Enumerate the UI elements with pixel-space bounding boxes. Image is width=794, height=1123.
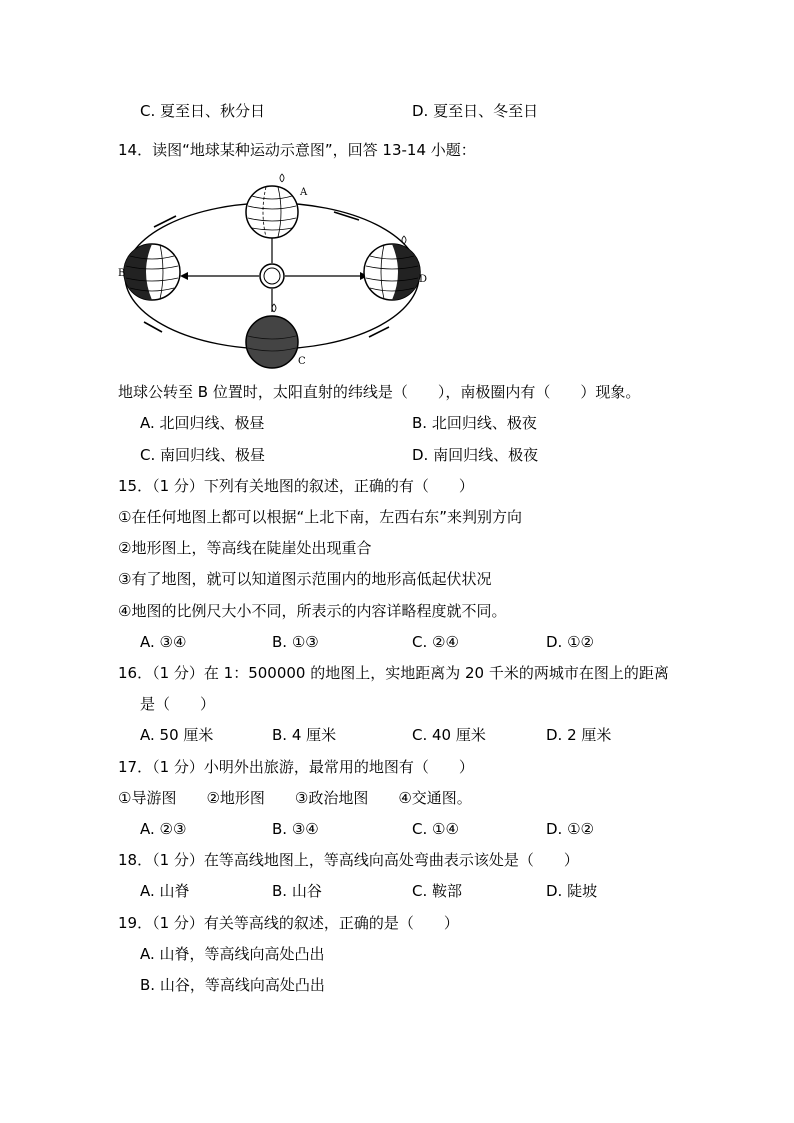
q18-option-a: A. 山脊 [140,882,190,900]
q19-stem: 19．（1 分）有关等高线的叙述，正确的是（ ） [118,914,459,932]
sun-to-b-arrowhead [180,272,188,280]
q16-option-d: D. 2 厘米 [546,726,612,744]
q14-question: 地球公转至 B 位置时，太阳直射的纬线是（ ），南极圈内有（ ）现象。 [118,383,641,401]
q15-option-a: A. ③④ [140,633,187,651]
q14-option-d: D. 南回归线、极夜 [412,446,539,464]
q18-option-b: B. 山谷 [272,882,322,900]
q16-option-b: B. 4 厘米 [272,726,337,744]
q17-option-d: D. ①② [546,820,594,838]
earth-d-label: D [419,274,428,285]
q16-stem-cont: 是（ ） [140,695,216,713]
q17-option-a: A. ②③ [140,820,187,838]
q18-stem: 18．（1 分）在等高线地图上，等高线向高处弯曲表示该处是（ ） [118,851,579,869]
earth-revolution-diagram [114,172,434,372]
q17-items: ①导游图 ②地形图 ③政治地图 ④交通图。 [118,789,472,807]
q15-option-d: D. ①② [546,633,594,651]
q15-statement-3: ③有了地图，就可以知道图示范围内的地形高低起伏状况 [118,570,492,588]
q17-stem: 17．（1 分）小明外出旅游，最常用的地图有（ ） [118,758,474,776]
earth-a-globe [246,174,298,238]
q15-stem: 15．（1 分）下列有关地图的叙述，正确的有（ ） [118,477,474,495]
earth-b-label: B [118,268,126,279]
q15-option-c: C. ②④ [412,633,459,651]
q14-option-a: A. 北回归线、极昼 [140,414,265,432]
q14-option-c: C. 南回归线、极昼 [140,446,266,464]
q18-option-c: C. 鞍部 [412,882,463,900]
q15-option-b: B. ①③ [272,633,319,651]
q14-stem: 14．读图“地球某种运动示意图”，回答 13-14 小题： [118,141,476,159]
earth-c-label: C [298,356,306,367]
sun-icon [260,264,284,288]
earth-c-globe [246,304,298,368]
earth-b-globe [124,244,180,300]
q19-option-a: A. 山脊，等高线向高处凸出 [140,945,325,963]
q19-option-b: B. 山谷，等高线向高处凸出 [140,976,325,994]
q16-stem: 16．（1 分）在 1：500000 的地图上，实地距离为 20 千米的两城市在图上的距离 [118,664,669,682]
q17-option-c: C. ①④ [412,820,459,838]
q16-option-c: C. 40 厘米 [412,726,486,744]
q17-option-b: B. ③④ [272,820,319,838]
q14-option-b: B. 北回归线、极夜 [412,414,537,432]
q13-option-d: D. 夏至日、冬至日 [412,102,539,120]
q15-statement-2: ②地形图上，等高线在陡崖处出现重合 [118,539,372,557]
q15-statement-4: ④地图的比例尺大小不同，所表示的内容详略程度就不同。 [118,602,507,620]
q18-option-d: D. 陡坡 [546,882,598,900]
q13-option-c: C. 夏至日、秋分日 [140,102,266,120]
q15-statement-1: ①在任何地图上都可以根据“上北下南，左西右东”来判别方向 [118,508,522,526]
earth-a-label: A [300,187,308,198]
q16-option-a: A. 50 厘米 [140,726,214,744]
earth-d-globe [364,236,420,300]
